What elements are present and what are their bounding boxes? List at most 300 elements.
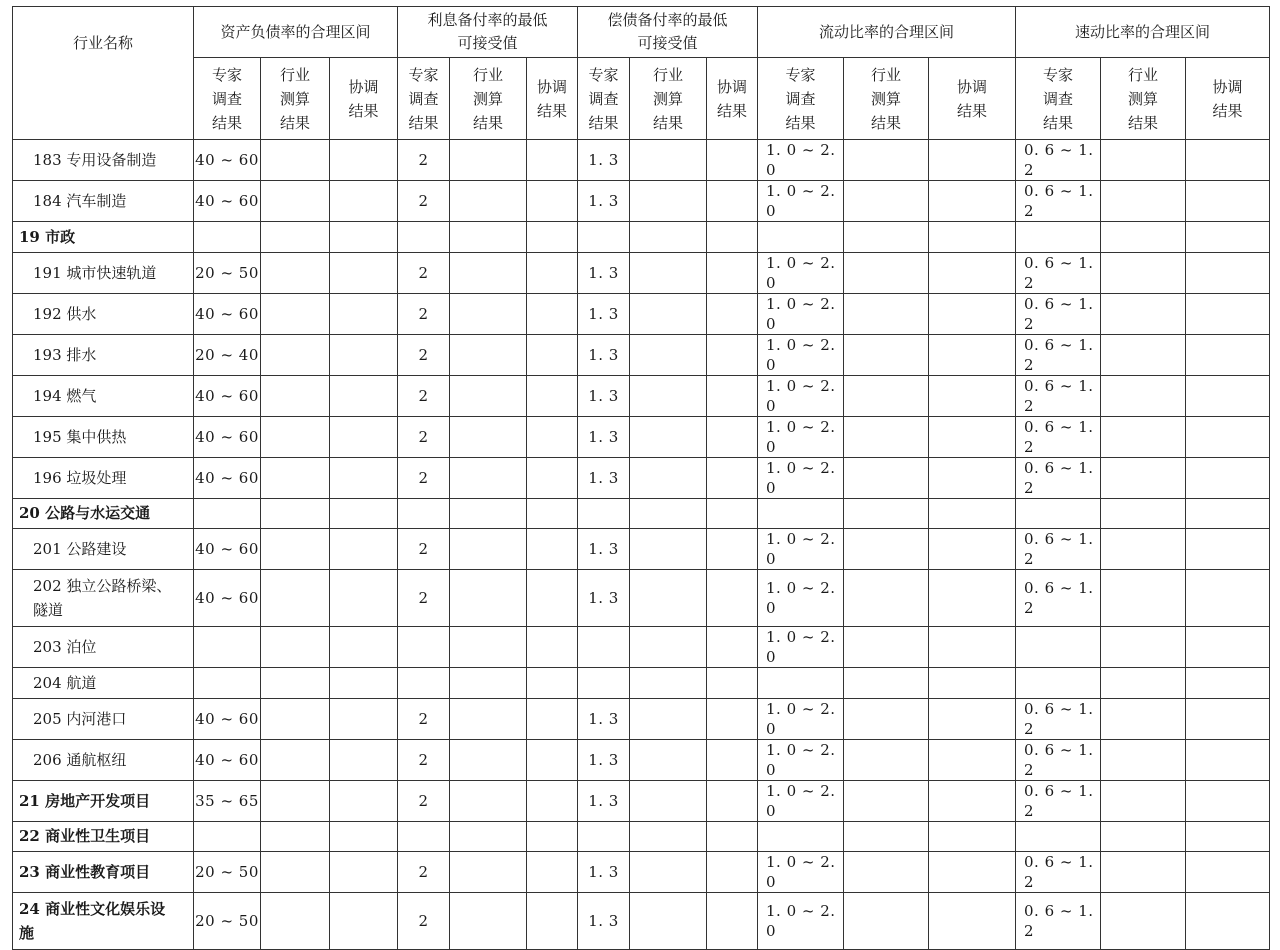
quick-ratio-cell: 0. 6 ~ 1. 2 xyxy=(1016,375,1101,416)
empty-cell xyxy=(527,821,578,852)
empty-cell xyxy=(929,140,1016,181)
current-ratio-cell: 1. 0 ~ 2. 0 xyxy=(758,293,844,334)
table-row xyxy=(13,375,1270,416)
empty-cell xyxy=(261,698,330,739)
quick-ratio-cell: 0. 6 ~ 1. 2 xyxy=(1016,529,1101,570)
empty-cell xyxy=(707,668,758,699)
debt-ratio-cell: 20 ~ 50 xyxy=(194,252,261,293)
debt-service-coverage-cell xyxy=(578,498,630,529)
empty-cell xyxy=(450,140,527,181)
debt-service-coverage-cell: 1. 3 xyxy=(578,252,630,293)
empty-cell xyxy=(1101,334,1186,375)
interest-coverage-cell: 2 xyxy=(398,140,450,181)
debt-ratio-cell: 40 ~ 60 xyxy=(194,375,261,416)
quick-ratio-cell: 0. 6 ~ 1. 2 xyxy=(1016,698,1101,739)
empty-cell xyxy=(527,375,578,416)
empty-cell xyxy=(929,780,1016,821)
interest-coverage-cell: 2 xyxy=(398,416,450,457)
empty-cell xyxy=(929,498,1016,529)
empty-cell xyxy=(1186,570,1270,627)
current-ratio-cell: 1. 0 ~ 2. 0 xyxy=(758,570,844,627)
empty-cell xyxy=(707,375,758,416)
empty-cell xyxy=(630,852,707,893)
debt-service-coverage-cell xyxy=(578,821,630,852)
quick-ratio-cell: 0. 6 ~ 1. 2 xyxy=(1016,181,1101,222)
empty-cell xyxy=(929,627,1016,668)
empty-cell xyxy=(330,627,398,668)
industry-name-cell: 23 商业性教育项目 xyxy=(13,852,194,893)
industry-name-cell: 203 泊位 xyxy=(13,627,194,668)
empty-cell xyxy=(1186,821,1270,852)
empty-cell xyxy=(630,739,707,780)
empty-cell xyxy=(707,529,758,570)
empty-cell xyxy=(630,416,707,457)
interest-coverage-cell: 2 xyxy=(398,293,450,334)
empty-cell xyxy=(450,821,527,852)
empty-cell xyxy=(707,698,758,739)
empty-cell xyxy=(630,821,707,852)
empty-cell xyxy=(261,293,330,334)
empty-cell xyxy=(450,222,527,253)
empty-cell xyxy=(1186,498,1270,529)
empty-cell xyxy=(450,893,527,950)
empty-cell xyxy=(330,893,398,950)
debt-ratio-cell: 40 ~ 60 xyxy=(194,181,261,222)
quick-ratio-cell: 0. 6 ~ 1. 2 xyxy=(1016,893,1101,950)
empty-cell xyxy=(261,780,330,821)
empty-cell xyxy=(450,627,527,668)
coordinated-header: 协调 结果 xyxy=(707,58,758,140)
debt-service-coverage-header: 偿债备付率的最低 可接受值 xyxy=(578,7,758,58)
empty-cell xyxy=(330,780,398,821)
empty-cell xyxy=(450,334,527,375)
quick-ratio-cell: 0. 6 ~ 1. 2 xyxy=(1016,140,1101,181)
empty-cell xyxy=(1101,668,1186,699)
interest-coverage-cell: 2 xyxy=(398,529,450,570)
empty-cell xyxy=(630,498,707,529)
empty-cell xyxy=(1101,252,1186,293)
empty-cell xyxy=(330,334,398,375)
current-ratio-header: 流动比率的合理区间 xyxy=(758,7,1016,58)
table-row xyxy=(13,293,1270,334)
empty-cell xyxy=(844,529,929,570)
debt-service-coverage-cell: 1. 3 xyxy=(578,893,630,950)
quick-ratio-cell: 0. 6 ~ 1. 2 xyxy=(1016,457,1101,498)
industry-calc-header: 行业 测算 结果 xyxy=(844,58,929,140)
empty-cell xyxy=(330,293,398,334)
empty-cell xyxy=(844,457,929,498)
industry-name-cell: 201 公路建设 xyxy=(13,529,194,570)
empty-cell xyxy=(527,668,578,699)
empty-cell xyxy=(450,375,527,416)
empty-cell xyxy=(527,252,578,293)
empty-cell xyxy=(844,893,929,950)
empty-cell xyxy=(527,698,578,739)
debt-ratio-cell xyxy=(194,498,261,529)
debt-service-coverage-cell: 1. 3 xyxy=(578,181,630,222)
empty-cell xyxy=(844,780,929,821)
table-row xyxy=(13,529,1270,570)
empty-cell xyxy=(261,498,330,529)
industry-name-cell: 205 内河港口 xyxy=(13,698,194,739)
empty-cell xyxy=(1101,529,1186,570)
table-row xyxy=(13,222,1270,253)
current-ratio-cell: 1. 0 ~ 2. 0 xyxy=(758,252,844,293)
expert-survey-header: 专家 调查 结果 xyxy=(194,58,261,140)
empty-cell xyxy=(630,181,707,222)
current-ratio-cell xyxy=(758,498,844,529)
quick-ratio-cell: 0. 6 ~ 1. 2 xyxy=(1016,416,1101,457)
empty-cell xyxy=(1101,498,1186,529)
empty-cell xyxy=(1101,293,1186,334)
expert-survey-header: 专家 调查 结果 xyxy=(578,58,630,140)
empty-cell xyxy=(1186,780,1270,821)
empty-cell xyxy=(450,529,527,570)
empty-cell xyxy=(1101,821,1186,852)
debt-service-coverage-cell: 1. 3 xyxy=(578,570,630,627)
empty-cell xyxy=(330,668,398,699)
empty-cell xyxy=(527,416,578,457)
quick-ratio-cell: 0. 6 ~ 1. 2 xyxy=(1016,293,1101,334)
empty-cell xyxy=(707,293,758,334)
empty-cell xyxy=(330,222,398,253)
empty-cell xyxy=(929,698,1016,739)
current-ratio-cell xyxy=(758,222,844,253)
industry-calc-header: 行业 测算 结果 xyxy=(450,58,527,140)
quick-ratio-cell xyxy=(1016,222,1101,253)
debt-service-coverage-cell: 1. 3 xyxy=(578,852,630,893)
current-ratio-cell: 1. 0 ~ 2. 0 xyxy=(758,529,844,570)
industry-name-cell: 21 房地产开发项目 xyxy=(13,780,194,821)
empty-cell xyxy=(630,457,707,498)
empty-cell xyxy=(450,416,527,457)
empty-cell xyxy=(844,821,929,852)
empty-cell xyxy=(261,334,330,375)
empty-cell xyxy=(844,416,929,457)
empty-cell xyxy=(527,498,578,529)
empty-cell xyxy=(1186,627,1270,668)
empty-cell xyxy=(1101,852,1186,893)
debt-ratio-cell: 20 ~ 40 xyxy=(194,334,261,375)
empty-cell xyxy=(261,252,330,293)
current-ratio-cell: 1. 0 ~ 2. 0 xyxy=(758,140,844,181)
interest-coverage-cell xyxy=(398,222,450,253)
expert-survey-header: 专家 调查 结果 xyxy=(398,58,450,140)
industry-name-cell: 192 供水 xyxy=(13,293,194,334)
empty-cell xyxy=(929,375,1016,416)
empty-cell xyxy=(630,529,707,570)
empty-cell xyxy=(630,698,707,739)
empty-cell xyxy=(1101,375,1186,416)
empty-cell xyxy=(844,293,929,334)
empty-cell xyxy=(330,252,398,293)
current-ratio-cell: 1. 0 ~ 2. 0 xyxy=(758,334,844,375)
industry-name-cell: 22 商业性卫生项目 xyxy=(13,821,194,852)
empty-cell xyxy=(1186,334,1270,375)
empty-cell xyxy=(929,852,1016,893)
empty-cell xyxy=(527,893,578,950)
interest-coverage-cell: 2 xyxy=(398,698,450,739)
debt-service-coverage-cell: 1. 3 xyxy=(578,529,630,570)
empty-cell xyxy=(929,181,1016,222)
empty-cell xyxy=(261,529,330,570)
empty-cell xyxy=(844,698,929,739)
empty-cell xyxy=(1186,375,1270,416)
empty-cell xyxy=(450,780,527,821)
empty-cell xyxy=(527,627,578,668)
debt-service-coverage-cell: 1. 3 xyxy=(578,293,630,334)
empty-cell xyxy=(261,821,330,852)
coordinated-header: 协调 结果 xyxy=(929,58,1016,140)
debt-ratio-cell: 35 ~ 65 xyxy=(194,780,261,821)
coordinated-header: 协调 结果 xyxy=(330,58,398,140)
table-row xyxy=(13,181,1270,222)
industry-calc-header: 行业 测算 结果 xyxy=(630,58,707,140)
debt-ratio-cell: 40 ~ 60 xyxy=(194,570,261,627)
current-ratio-cell: 1. 0 ~ 2. 0 xyxy=(758,893,844,950)
empty-cell xyxy=(527,181,578,222)
interest-coverage-cell: 2 xyxy=(398,893,450,950)
empty-cell xyxy=(929,739,1016,780)
empty-cell xyxy=(844,668,929,699)
interest-coverage-cell: 2 xyxy=(398,739,450,780)
empty-cell xyxy=(1101,140,1186,181)
empty-cell xyxy=(1101,181,1186,222)
empty-cell xyxy=(527,570,578,627)
empty-cell xyxy=(1101,780,1186,821)
empty-cell xyxy=(1186,529,1270,570)
empty-cell xyxy=(527,457,578,498)
empty-cell xyxy=(261,852,330,893)
empty-cell xyxy=(1186,893,1270,950)
table-row xyxy=(13,570,1270,627)
industry-name-cell: 196 垃圾处理 xyxy=(13,457,194,498)
debt-ratio-cell xyxy=(194,222,261,253)
industry-calc-header: 行业 测算 结果 xyxy=(1101,58,1186,140)
empty-cell xyxy=(707,498,758,529)
debt-ratio-cell xyxy=(194,668,261,699)
empty-cell xyxy=(630,334,707,375)
empty-cell xyxy=(707,570,758,627)
industry-name-cell: 195 集中供热 xyxy=(13,416,194,457)
empty-cell xyxy=(330,457,398,498)
empty-cell xyxy=(450,852,527,893)
empty-cell xyxy=(929,821,1016,852)
empty-cell xyxy=(707,222,758,253)
table-row xyxy=(13,739,1270,780)
quick-ratio-cell xyxy=(1016,821,1101,852)
table-row xyxy=(13,893,1270,950)
debt-service-coverage-cell: 1. 3 xyxy=(578,140,630,181)
empty-cell xyxy=(630,570,707,627)
debt-ratio-cell xyxy=(194,821,261,852)
empty-cell xyxy=(330,181,398,222)
debt-service-coverage-cell xyxy=(578,627,630,668)
empty-cell xyxy=(527,852,578,893)
debt-service-coverage-cell xyxy=(578,222,630,253)
empty-cell xyxy=(1101,570,1186,627)
quick-ratio-cell xyxy=(1016,627,1101,668)
current-ratio-cell: 1. 0 ~ 2. 0 xyxy=(758,739,844,780)
empty-cell xyxy=(1101,457,1186,498)
interest-coverage-cell xyxy=(398,627,450,668)
empty-cell xyxy=(261,416,330,457)
quick-ratio-cell: 0. 6 ~ 1. 2 xyxy=(1016,739,1101,780)
empty-cell xyxy=(630,375,707,416)
empty-cell xyxy=(1186,181,1270,222)
current-ratio-cell: 1. 0 ~ 2. 0 xyxy=(758,627,844,668)
empty-cell xyxy=(707,627,758,668)
interest-coverage-cell: 2 xyxy=(398,334,450,375)
empty-cell xyxy=(1186,852,1270,893)
empty-cell xyxy=(1186,739,1270,780)
interest-coverage-cell: 2 xyxy=(398,780,450,821)
empty-cell xyxy=(450,570,527,627)
empty-cell xyxy=(707,140,758,181)
current-ratio-cell: 1. 0 ~ 2. 0 xyxy=(758,375,844,416)
empty-cell xyxy=(261,181,330,222)
empty-cell xyxy=(707,334,758,375)
empty-cell xyxy=(1186,252,1270,293)
empty-cell xyxy=(630,668,707,699)
debt-service-coverage-cell: 1. 3 xyxy=(578,739,630,780)
empty-cell xyxy=(630,627,707,668)
empty-cell xyxy=(527,293,578,334)
table-row xyxy=(13,252,1270,293)
industry-name-cell: 20 公路与水运交通 xyxy=(13,498,194,529)
debt-ratio-cell: 20 ~ 50 xyxy=(194,852,261,893)
table-row xyxy=(13,498,1270,529)
industry-name-cell: 193 排水 xyxy=(13,334,194,375)
interest-coverage-cell xyxy=(398,498,450,529)
empty-cell xyxy=(261,222,330,253)
empty-cell xyxy=(450,668,527,699)
table-row xyxy=(13,416,1270,457)
interest-coverage-cell: 2 xyxy=(398,375,450,416)
debt-ratio-cell: 40 ~ 60 xyxy=(194,457,261,498)
industry-calc-header: 行业 测算 结果 xyxy=(261,58,330,140)
empty-cell xyxy=(844,222,929,253)
industry-name-cell: 191 城市快速轨道 xyxy=(13,252,194,293)
empty-cell xyxy=(707,780,758,821)
ratio-table xyxy=(12,6,1270,950)
empty-cell xyxy=(929,293,1016,334)
industry-name-cell: 24 商业性文化娱乐设 施 xyxy=(13,893,194,950)
empty-cell xyxy=(844,334,929,375)
current-ratio-cell: 1. 0 ~ 2. 0 xyxy=(758,852,844,893)
industry-name-cell: 206 通航枢纽 xyxy=(13,739,194,780)
debt-ratio-cell: 40 ~ 60 xyxy=(194,698,261,739)
empty-cell xyxy=(844,852,929,893)
empty-cell xyxy=(450,498,527,529)
table-row xyxy=(13,668,1270,699)
empty-cell xyxy=(261,668,330,699)
empty-cell xyxy=(527,780,578,821)
debt-ratio-cell: 20 ~ 50 xyxy=(194,893,261,950)
debt-ratio-cell: 40 ~ 60 xyxy=(194,293,261,334)
empty-cell xyxy=(527,222,578,253)
empty-cell xyxy=(630,293,707,334)
empty-cell xyxy=(630,222,707,253)
coordinated-header: 协调 结果 xyxy=(527,58,578,140)
empty-cell xyxy=(844,627,929,668)
empty-cell xyxy=(929,416,1016,457)
empty-cell xyxy=(261,627,330,668)
debt-service-coverage-cell: 1. 3 xyxy=(578,457,630,498)
empty-cell xyxy=(330,416,398,457)
empty-cell xyxy=(330,570,398,627)
empty-cell xyxy=(844,570,929,627)
interest-coverage-cell: 2 xyxy=(398,181,450,222)
empty-cell xyxy=(261,893,330,950)
empty-cell xyxy=(929,529,1016,570)
table-row xyxy=(13,334,1270,375)
empty-cell xyxy=(527,334,578,375)
empty-cell xyxy=(450,252,527,293)
empty-cell xyxy=(929,668,1016,699)
interest-coverage-cell: 2 xyxy=(398,570,450,627)
empty-cell xyxy=(844,498,929,529)
quick-ratio-cell: 0. 6 ~ 1. 2 xyxy=(1016,780,1101,821)
interest-coverage-cell: 2 xyxy=(398,457,450,498)
empty-cell xyxy=(630,893,707,950)
empty-cell xyxy=(450,293,527,334)
empty-cell xyxy=(929,252,1016,293)
industry-name-cell: 204 航道 xyxy=(13,668,194,699)
empty-cell xyxy=(450,739,527,780)
empty-cell xyxy=(1186,293,1270,334)
empty-cell xyxy=(630,780,707,821)
empty-cell xyxy=(1101,627,1186,668)
quick-ratio-cell xyxy=(1016,668,1101,699)
current-ratio-cell: 1. 0 ~ 2. 0 xyxy=(758,457,844,498)
current-ratio-cell: 1. 0 ~ 2. 0 xyxy=(758,181,844,222)
interest-coverage-cell: 2 xyxy=(398,252,450,293)
empty-cell xyxy=(1101,739,1186,780)
empty-cell xyxy=(1101,222,1186,253)
empty-cell xyxy=(330,739,398,780)
empty-cell xyxy=(707,852,758,893)
empty-cell xyxy=(929,222,1016,253)
empty-cell xyxy=(330,375,398,416)
table-row xyxy=(13,852,1270,893)
empty-cell xyxy=(929,893,1016,950)
industry-name-cell: 19 市政 xyxy=(13,222,194,253)
debt-ratio-cell: 40 ~ 60 xyxy=(194,416,261,457)
industry-name-cell: 184 汽车制造 xyxy=(13,181,194,222)
debt-ratio-cell: 40 ~ 60 xyxy=(194,140,261,181)
table-row xyxy=(13,780,1270,821)
empty-cell xyxy=(330,698,398,739)
table-row xyxy=(13,457,1270,498)
quick-ratio-cell: 0. 6 ~ 1. 2 xyxy=(1016,570,1101,627)
empty-cell xyxy=(261,570,330,627)
quick-ratio-cell: 0. 6 ~ 1. 2 xyxy=(1016,334,1101,375)
coordinated-header: 协调 结果 xyxy=(1186,58,1270,140)
empty-cell xyxy=(707,416,758,457)
empty-cell xyxy=(450,698,527,739)
empty-cell xyxy=(1186,668,1270,699)
debt-service-coverage-cell: 1. 3 xyxy=(578,375,630,416)
empty-cell xyxy=(527,529,578,570)
empty-cell xyxy=(707,252,758,293)
empty-cell xyxy=(707,457,758,498)
debt-service-coverage-cell: 1. 3 xyxy=(578,334,630,375)
current-ratio-cell xyxy=(758,668,844,699)
empty-cell xyxy=(1101,893,1186,950)
debt-service-coverage-cell xyxy=(578,668,630,699)
current-ratio-cell: 1. 0 ~ 2. 0 xyxy=(758,698,844,739)
